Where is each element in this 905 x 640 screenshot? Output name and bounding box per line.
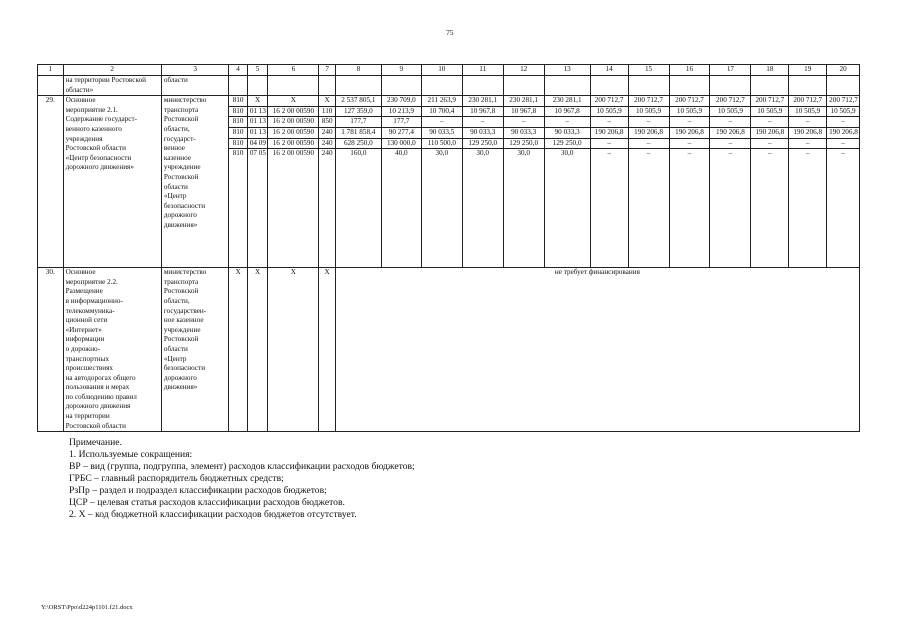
amount-cell: 10 505,9 (669, 106, 710, 117)
empty-cell (503, 76, 544, 96)
amount-cell: 130 000,0 (381, 138, 421, 149)
amount-cell: – (628, 117, 669, 128)
table-row (38, 268, 860, 432)
note-line: 1. Используемые сокращения: (69, 449, 193, 460)
header-cell: 13 (544, 65, 590, 76)
header-cell: 7 (319, 65, 335, 76)
cell-text-line: ционной сети (65, 316, 108, 325)
amount-cell: – (751, 138, 789, 149)
rzpr-code-cell: X (247, 96, 267, 107)
amount-cell: 211 263,9 (421, 96, 462, 107)
cell-text-line: государст- (163, 134, 196, 143)
grbs-code-cell: 810 (229, 127, 247, 138)
cell-text-line: государствен- (163, 306, 207, 315)
header-cell: 14 (590, 65, 628, 76)
cell-text-line: области, (163, 124, 190, 133)
amount-cell: 30,0 (421, 149, 462, 268)
budget-code-cell: X (247, 268, 267, 432)
amount-cell: 30,0 (503, 149, 544, 268)
amount-cell: 230 709,0 (381, 96, 421, 107)
cell-text-line: области (163, 344, 188, 353)
cell-text-line: дорожного (163, 211, 197, 220)
amount-cell: – (669, 149, 710, 268)
amount-cell: 190 206,8 (710, 127, 751, 138)
amount-cell: – (669, 117, 710, 128)
grbs-code-cell: 810 (229, 138, 247, 149)
amount-cell: 30,0 (544, 149, 590, 268)
amount-cell: 200 712,7 (827, 96, 860, 107)
csr-code-cell: 16 2 00 00590 (268, 127, 319, 138)
empty-cell (710, 76, 751, 96)
note-line: Примечание. (69, 437, 122, 448)
amount-cell: 628 250,0 (335, 138, 381, 149)
cell-text-line: Ростовской (163, 287, 199, 296)
amount-cell: 200 712,7 (710, 96, 751, 107)
row-number-cell: 30. (38, 268, 64, 432)
amount-cell: 127 359,0 (335, 106, 381, 117)
vr-code-cell: 240 (319, 138, 335, 149)
amount-cell: – (628, 138, 669, 149)
rzpr-code-cell: 01 13 (247, 127, 267, 138)
cell-text-line: области, (163, 296, 190, 305)
amount-cell: 10 213,9 (381, 106, 421, 117)
amount-cell: 10 967,8 (544, 106, 590, 117)
amount-cell: – (669, 138, 710, 149)
note-line: ЦСР – целевая статья расходов классификации расходов бюджетов. (69, 497, 345, 508)
table-row (38, 96, 860, 107)
cell-text-line: транспортных (65, 354, 109, 363)
cell-text-line: Ростовской (163, 335, 199, 344)
amount-cell: 190 206,8 (827, 127, 860, 138)
empty-cell (789, 76, 827, 96)
amount-cell: 110 500,0 (421, 138, 462, 149)
amount-cell: 177,7 (381, 117, 421, 128)
vr-code-cell: X (319, 96, 335, 107)
amount-cell: 10 505,9 (751, 106, 789, 117)
cell-text-line: Ростовской области (65, 421, 126, 430)
executor-cell (161, 96, 229, 268)
cell-text-line: на автодорогах общего (65, 373, 136, 382)
cell-text-line: Основное (65, 268, 96, 277)
amount-cell: 90 277,4 (381, 127, 421, 138)
cell-text-line: Размещение (65, 287, 103, 296)
grbs-code-cell: 810 (229, 106, 247, 117)
cell-text-line: дорожного (163, 373, 197, 382)
amount-cell: – (789, 117, 827, 128)
activity-name-cell: на территории Ростовской области» (63, 76, 161, 96)
amount-cell: 10 505,9 (628, 106, 669, 117)
cell-text-line: Ростовской (163, 172, 199, 181)
amount-cell: – (544, 117, 590, 128)
header-cell: 3 (161, 65, 229, 76)
header-cell: 20 (827, 65, 860, 76)
csr-code-cell: 16 2 00 00590 (268, 106, 319, 117)
header-cell: 18 (751, 65, 789, 76)
empty-cell (268, 76, 319, 96)
header-cell: 6 (268, 65, 319, 76)
header-cell: 19 (789, 65, 827, 76)
row-number-cell (38, 76, 64, 96)
header-cell: 16 (669, 65, 710, 76)
cell-text-line: «Интернет» (65, 325, 102, 334)
cell-text-line: движения» (163, 383, 198, 392)
cell-text-line: области (163, 182, 188, 191)
amount-cell: 200 712,7 (669, 96, 710, 107)
notes-block (69, 437, 415, 521)
page-number: 75 (446, 28, 454, 37)
empty-cell (421, 76, 462, 96)
cell-text-line: Основное (65, 96, 96, 105)
empty-cell (827, 76, 860, 96)
amount-cell: – (827, 117, 860, 128)
amount-cell: 190 206,8 (669, 127, 710, 138)
note-line: ГРБС – главный распорядитель бюджетных средств; (69, 473, 284, 484)
csr-code-cell: 16 2 00 00590 (268, 138, 319, 149)
amount-cell: 10 967,8 (503, 106, 544, 117)
csr-code-cell: 16 2 00 00590 (268, 149, 319, 268)
file-path-footer: Y:\ORST\Ppo\d224p1101.f21.docx (41, 604, 133, 611)
amount-cell: 230 281,1 (462, 96, 503, 107)
rzpr-code-cell: 04 09 (247, 138, 267, 149)
grbs-code-cell: 810 (229, 96, 247, 107)
grbs-code-cell: 810 (229, 117, 247, 128)
empty-cell (229, 76, 247, 96)
header-cell: 1 (38, 65, 64, 76)
cell-text-line: Ростовской (163, 115, 199, 124)
cell-text-line: мероприятие 2.1. (65, 105, 118, 114)
note-line: 2. X – код бюджетной классификации расходов бюджетов отсутствует. (69, 509, 357, 520)
cell-text-line: телекоммуника- (65, 306, 115, 315)
cell-text-line: «Центр (163, 354, 187, 363)
cell-text-line: казенное (163, 153, 192, 162)
empty-cell (381, 76, 421, 96)
amount-cell: 10 505,9 (789, 106, 827, 117)
empty-cell (590, 76, 628, 96)
cell-text-line: движения» (163, 220, 198, 229)
amount-cell: – (827, 138, 860, 149)
amount-cell: 129 250,0 (544, 138, 590, 149)
table-row (38, 76, 860, 96)
header-cell: 11 (462, 65, 503, 76)
empty-cell (669, 76, 710, 96)
vr-code-cell: 240 (319, 149, 335, 268)
cell-text-line: учреждение (163, 325, 201, 334)
cell-text-line: «Центр (163, 192, 187, 201)
activity-name-cell (63, 268, 161, 432)
cell-text-line: безопасности (163, 201, 206, 210)
amount-cell: – (827, 149, 860, 268)
amount-cell: – (590, 149, 628, 268)
amount-cell: – (503, 117, 544, 128)
amount-cell: 10 967,8 (462, 106, 503, 117)
header-cell: 12 (503, 65, 544, 76)
rzpr-code-cell: 01 13 (247, 106, 267, 117)
header-cell: 4 (229, 65, 247, 76)
amount-cell: 190 206,8 (590, 127, 628, 138)
empty-cell (544, 76, 590, 96)
amount-cell: – (710, 149, 751, 268)
activity-name-cell (63, 96, 161, 268)
header-cell: 10 (421, 65, 462, 76)
budget-code-cell: X (229, 268, 247, 432)
amount-cell: – (710, 117, 751, 128)
cell-text-line: дорожного движения (65, 402, 131, 411)
amount-cell: – (590, 138, 628, 149)
header-cell: 2 (63, 65, 161, 76)
vr-code-cell: 110 (319, 106, 335, 117)
header-cell: 17 (710, 65, 751, 76)
amount-cell: 190 206,8 (789, 127, 827, 138)
amount-cell: 200 712,7 (590, 96, 628, 107)
amount-cell: – (710, 138, 751, 149)
amount-cell: 90 033,3 (462, 127, 503, 138)
executor-cell (161, 268, 229, 432)
empty-cell (335, 76, 381, 96)
amount-cell: 40,0 (381, 149, 421, 268)
amount-cell: 129 250,0 (503, 138, 544, 149)
rzpr-code-cell: 07 05 (247, 149, 267, 268)
header-cell: 9 (381, 65, 421, 76)
cell-text-line: мероприятие 2.2. (65, 277, 118, 286)
budget-table (37, 64, 860, 432)
empty-cell (247, 76, 267, 96)
amount-cell: 2 537 805,1 (335, 96, 381, 107)
budget-code-cell: X (268, 268, 319, 432)
cell-text-line: происшествиях (65, 364, 114, 373)
amount-cell: – (751, 117, 789, 128)
row-number-cell: 29. (38, 96, 64, 268)
cell-text-line: о дорожно- (65, 344, 101, 353)
cell-text-line: ное казенное (163, 316, 204, 325)
amount-cell: – (789, 149, 827, 268)
no-funding-cell: не требует финансирования (335, 268, 859, 432)
amount-cell: 90 033,3 (544, 127, 590, 138)
empty-cell (462, 76, 503, 96)
amount-cell: 230 281,1 (544, 96, 590, 107)
amount-cell: 230 281,1 (503, 96, 544, 107)
amount-cell: 200 712,7 (628, 96, 669, 107)
cell-text-line: транспорта (163, 277, 199, 286)
header-cell: 15 (628, 65, 669, 76)
csr-code-cell: 16 2 00 00590 (268, 117, 319, 128)
note-line: ВР – вид (группа, подгруппа, элемент) расходов классификации расходов бюджетов; (69, 461, 415, 472)
amount-cell: 90 033,3 (503, 127, 544, 138)
vr-code-cell: 850 (319, 117, 335, 128)
cell-text-line: пользования и мерах (65, 383, 130, 392)
note-line: РзПр – раздел и подраздел классификации расходов бюджетов; (69, 485, 327, 496)
amount-cell: 10 505,9 (827, 106, 860, 117)
empty-cell (628, 76, 669, 96)
header-row (38, 65, 860, 76)
amount-cell: – (421, 117, 462, 128)
empty-cell (751, 76, 789, 96)
vr-code-cell: 240 (319, 127, 335, 138)
amount-cell: 10 700,4 (421, 106, 462, 117)
amount-cell: 129 250,0 (462, 138, 503, 149)
grbs-code-cell: 810 (229, 149, 247, 268)
cell-text-line: венного казенного (65, 124, 122, 133)
budget-code-cell: X (319, 268, 335, 432)
amount-cell: 1 781 858,4 (335, 127, 381, 138)
cell-text-line: министерство (163, 96, 207, 105)
cell-text-line: учреждение (163, 163, 201, 172)
amount-cell: 10 505,9 (710, 106, 751, 117)
cell-text-line: венное (163, 144, 185, 153)
executor-cell: области (161, 76, 229, 96)
amount-cell: 200 712,7 (751, 96, 789, 107)
cell-text-line: дорожного движения» (65, 163, 134, 172)
amount-cell: 200 712,7 (789, 96, 827, 107)
cell-text-line: транспорта (163, 105, 199, 114)
amount-cell: 30,0 (462, 149, 503, 268)
cell-text-line: на территории (65, 412, 110, 421)
amount-cell: – (590, 117, 628, 128)
cell-text-line: Ростовской области (65, 144, 126, 153)
cell-text-line: Содержание государст- (65, 115, 137, 124)
csr-code-cell: X (268, 96, 319, 107)
cell-text-line: по соблюдению правил (65, 392, 137, 401)
amount-cell: 177,7 (335, 117, 381, 128)
empty-cell (319, 76, 335, 96)
amount-cell: 190 206,8 (751, 127, 789, 138)
cell-text-line: учреждения (65, 134, 103, 143)
rzpr-code-cell: 01 13 (247, 117, 267, 128)
amount-cell: – (462, 117, 503, 128)
amount-cell: 160,0 (335, 149, 381, 268)
amount-cell: – (628, 149, 669, 268)
header-cell: 5 (247, 65, 267, 76)
amount-cell: – (789, 138, 827, 149)
cell-text-line: информации (65, 335, 105, 344)
amount-cell: 10 505,9 (590, 106, 628, 117)
cell-text-line: министерство (163, 268, 207, 277)
header-cell: 8 (335, 65, 381, 76)
amount-cell: – (751, 149, 789, 268)
cell-text-line: «Центр безопасности (65, 153, 132, 162)
cell-text-line: в информационно- (65, 296, 123, 305)
amount-cell: 90 033,5 (421, 127, 462, 138)
amount-cell: 190 206,8 (628, 127, 669, 138)
cell-text-line: безопасности (163, 364, 206, 373)
